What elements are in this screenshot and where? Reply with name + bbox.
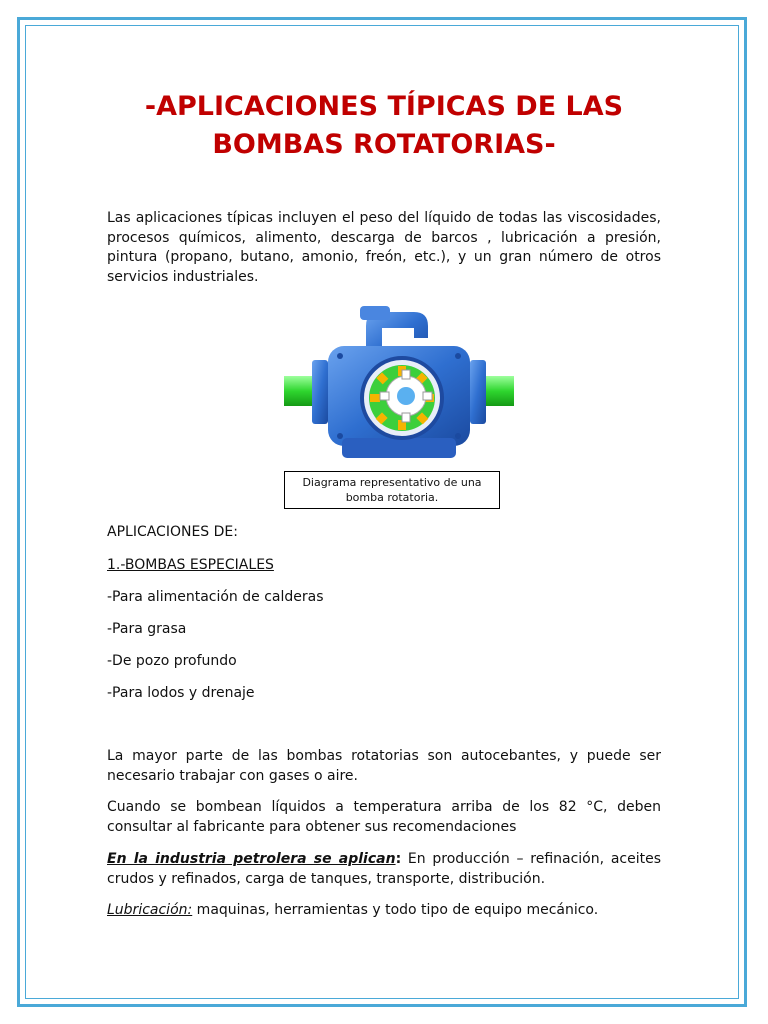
applications-heading: APLICACIONES DE: bbox=[107, 524, 238, 540]
list-item: -De pozo profundo bbox=[107, 653, 237, 669]
top-cap bbox=[360, 306, 390, 320]
temperature-paragraph: Cuando se bombean líquidos a temperatura arriba de los 82 °C, deben consultar al fabricante para obtener sus recomendaciones bbox=[107, 799, 661, 835]
caption-line-2: bomba rotatoria. bbox=[345, 491, 439, 504]
lubrication-label: Lubricación: bbox=[107, 902, 193, 918]
lubrication-paragraph bbox=[107, 901, 661, 921]
title-line-1: -APLICACIONES TÍPICAS DE LAS bbox=[144, 91, 624, 122]
oil-industry-colon: : bbox=[395, 851, 402, 867]
intro-paragraph: Las aplicaciones típicas incluyen el peso del líquido de todas las viscosidades, procesos químicos, alimento, descarga de barcos , lubricación a presión, pintura (propano, butano, amonio, freón, etc.), y un gran número de otros servicios industriales. bbox=[107, 210, 661, 285]
oil-industry-paragraph bbox=[107, 850, 661, 889]
list-item: -Para grasa bbox=[107, 621, 187, 637]
oil-industry-label: En la industria petrolera se aplican bbox=[107, 851, 396, 867]
self-priming-paragraph: La mayor parte de las bombas rotatorias son autocebantes, y puede ser necesario trabajar con gases o aire. bbox=[107, 748, 661, 784]
caption-line-1: Diagrama representativo de una bbox=[302, 476, 482, 489]
figure-caption bbox=[284, 471, 500, 509]
right-flange bbox=[470, 360, 486, 424]
title-line-2: BOMBAS ROTATORIAS- bbox=[212, 129, 556, 160]
pump-base bbox=[342, 438, 456, 458]
list-item: -Para lodos y drenaje bbox=[107, 685, 255, 701]
lubrication-text: maquinas, herramientas y todo tipo de equipo mecánico. bbox=[192, 902, 599, 918]
rotary-pump-illustration bbox=[282, 298, 516, 470]
list-item: -Para alimentación de calderas bbox=[107, 589, 324, 605]
special-pumps-heading: 1.-BOMBAS ESPECIALES bbox=[107, 557, 274, 573]
oil-industry-text: En producción – refinación, aceites crudos y refinados, carga de tanques, transporte, distribución. bbox=[107, 851, 662, 887]
left-flange bbox=[312, 360, 328, 424]
page-title bbox=[60, 88, 708, 164]
